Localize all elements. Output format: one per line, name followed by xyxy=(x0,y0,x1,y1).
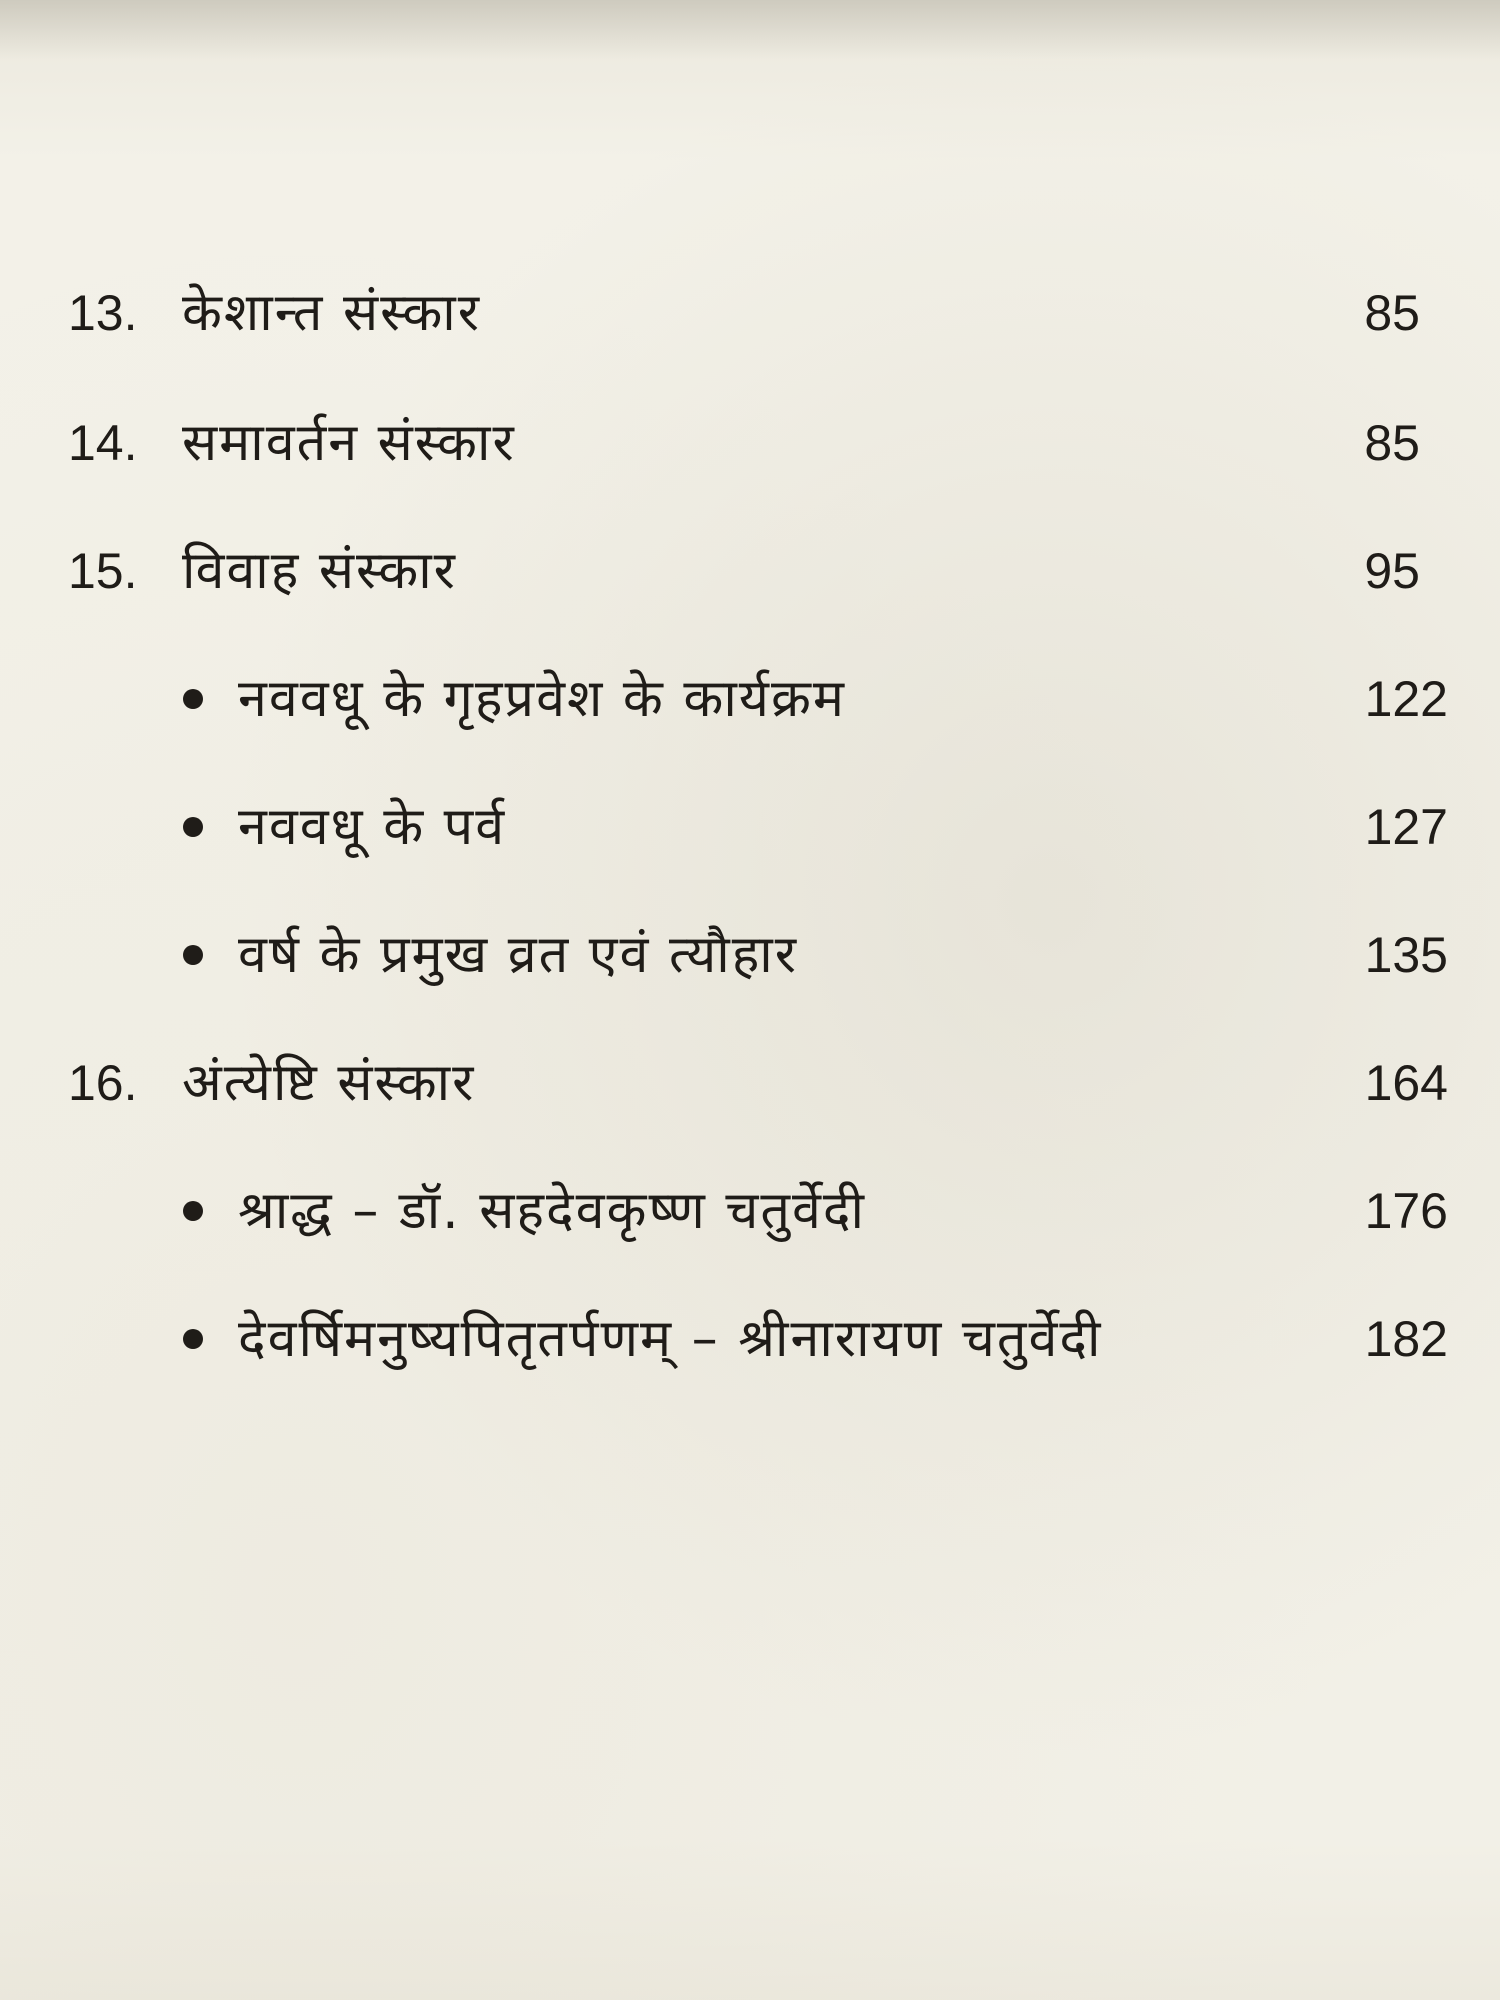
toc-subentry xyxy=(0,772,1500,882)
entry-page-number: 176 xyxy=(1364,1183,1448,1239)
toc-subentry xyxy=(0,1284,1500,1394)
entry-page-number: 182 xyxy=(1364,1311,1448,1367)
entry-page-number: 85 xyxy=(1364,285,1420,341)
entry-page-number: 122 xyxy=(1364,671,1448,727)
entry-title: नववधू के पर्व xyxy=(238,797,507,857)
bullet-icon xyxy=(183,817,203,837)
toc-entry-16 xyxy=(0,1028,1500,1138)
entry-number: 13. xyxy=(68,285,138,341)
bullet-icon xyxy=(183,945,203,965)
toc-subentry xyxy=(0,1156,1500,1266)
bullet-icon xyxy=(183,1329,203,1349)
entry-page-number: 95 xyxy=(1364,543,1420,599)
toc-subentry xyxy=(0,644,1500,754)
entry-page-number: 85 xyxy=(1364,415,1420,471)
entry-title: वर्ष के प्रमुख व्रत एवं त्यौहार xyxy=(238,925,799,985)
toc-subentry xyxy=(0,900,1500,1010)
entry-title: श्राद्ध – डॉ. सहदेवकृष्ण चतुर्वेदी xyxy=(238,1181,866,1241)
entry-title: अंत्येष्टि संस्कार xyxy=(182,1053,476,1113)
entry-title: केशान्त संस्कार xyxy=(182,283,482,343)
toc-entry-15 xyxy=(0,516,1500,626)
entry-number: 15. xyxy=(68,543,138,599)
entry-title: समावर्तन संस्कार xyxy=(182,413,516,473)
entry-number: 14. xyxy=(68,415,138,471)
entry-number: 16. xyxy=(68,1055,138,1111)
bullet-icon xyxy=(183,689,203,709)
page-edge-shadow xyxy=(0,0,1500,60)
entry-title: विवाह संस्कार xyxy=(182,541,457,601)
toc-entry-13 xyxy=(0,258,1500,368)
entry-title: देवर्षिमनुष्यपितृतर्पणम् – श्रीनारायण चतुर्वेदी xyxy=(238,1309,1103,1369)
entry-page-number: 127 xyxy=(1364,799,1448,855)
entry-page-number: 164 xyxy=(1364,1055,1448,1111)
toc-entry-14 xyxy=(0,388,1500,498)
entry-page-number: 135 xyxy=(1364,927,1448,983)
bullet-icon xyxy=(183,1201,203,1221)
entry-title: नववधू के गृहप्रवेश के कार्यक्रम xyxy=(238,669,846,729)
